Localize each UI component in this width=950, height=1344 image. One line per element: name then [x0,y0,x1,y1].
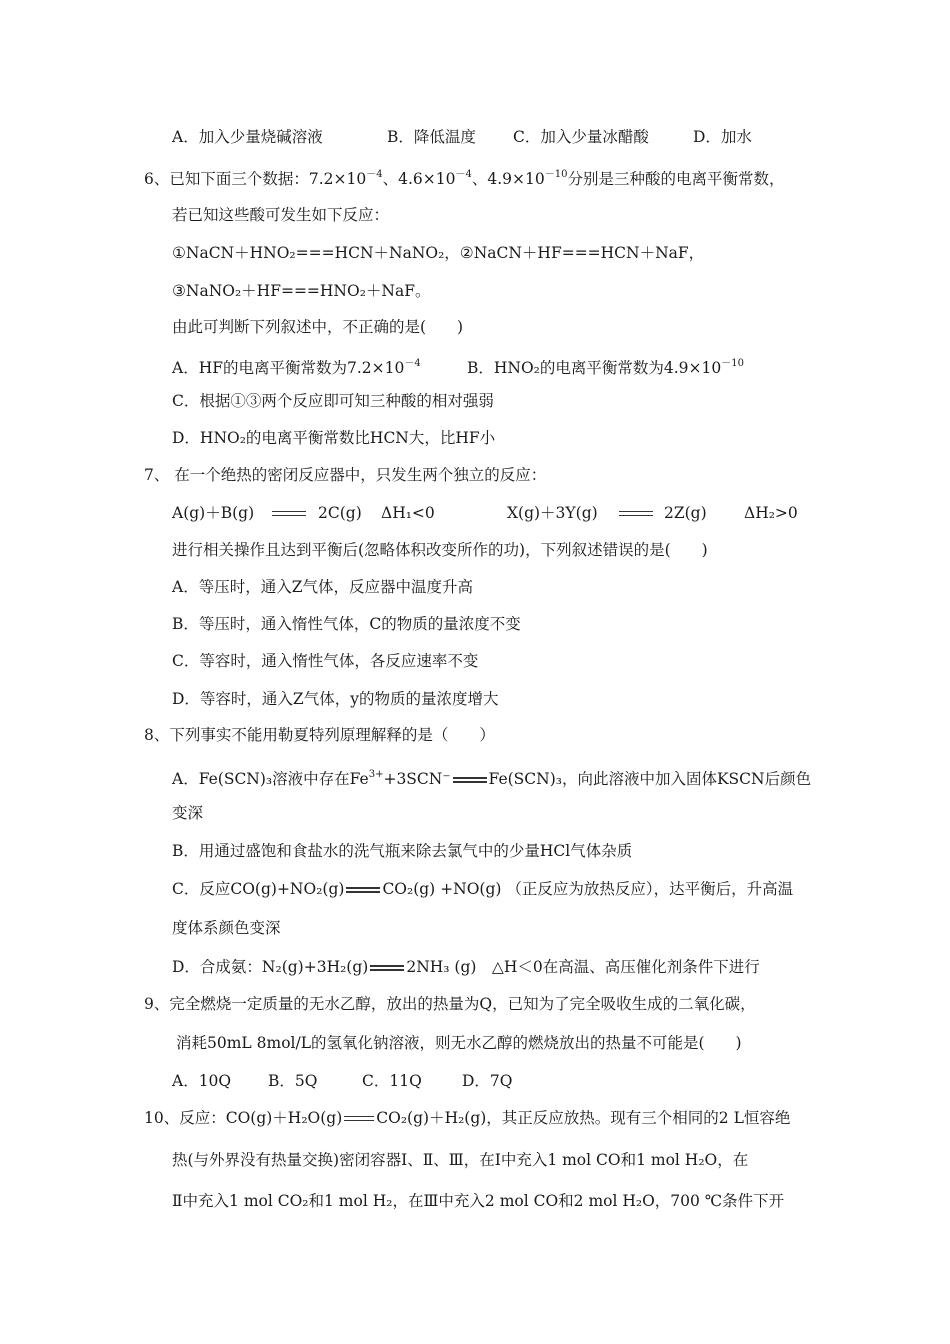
q9-line2: 消耗50mL 8mol/L的氢氧化钠溶液，则无水乙醇的燃烧放出的热量不可能是( ) [176,1034,742,1052]
q6-reactions-2: ③NaNO₂＋HF===HNO₂＋NaF。 [172,282,431,300]
q8-option-d-pre: D．合成氨：N₂(g)+3H₂(g) [172,958,369,976]
q8-option-c-post: CO₂(g) +NO(g) （正反应为放热反应），达平衡后，升高温 [382,880,794,898]
q8-option-a-post: Fe(SCN)₃，向此溶液中加入固体KSCN后颜色 [488,770,812,788]
q8-option-a-sup: 3+ [368,769,384,780]
equilibrium-arrow-icon [346,886,380,894]
q7-option-a: A．等压时，通入Z气体，反应器中温度升高 [172,578,473,596]
q5-option-c: C．加入少量冰醋酸 [513,128,649,146]
q6-stem-pre: 6、已知下面三个数据：7.2×10 [144,170,367,188]
q9-stem: 9、完全燃烧一定质量的无水乙醇，放出的热量为Q，已知为了完全吸收生成的二氧化碳， [144,995,756,1013]
q5-option-d: D．加水 [693,128,752,146]
q7-eq1-left: A(g)＋B(g) [172,504,255,522]
q6-reactions-1: ①NaCN＋HNO₂===HCN＋NaNO₂，②NaCN＋HF===HCN＋NaF， [172,244,705,262]
q8-option-d-post: 2NH₃ (g) △H＜0在高温、高压催化剂条件下进行 [406,958,760,976]
q7-option-b: B．等压时，通入惰性气体，C的物质的量浓度不变 [172,615,521,633]
equilibrium-arrow-icon [344,1115,374,1123]
q6-question: 由此可判断下列叙述中，不正确的是( ) [172,318,464,336]
q5-option-a: A．加入少量烧碱溶液 [172,128,323,146]
q8-option-a-pre: A．Fe(SCN)₃溶液中存在Fe [172,770,369,788]
q7-option-c: C．等容时，通入惰性气体，各反应速率不变 [172,652,479,670]
q7-option-d: D．等容时，通入Z气体，y的物质的量浓度增大 [172,690,499,708]
q6-option-c: C．根据①③两个反应即可知三种酸的相对强弱 [172,392,494,410]
q8-option-c-pre: C．反应CO(g)+NO₂(g) [172,880,345,898]
q6-option-a-exp: －4 [404,358,421,369]
q6-option-a-text: A．HF的电离平衡常数为7.2×10 [172,359,405,377]
q9-option-b: B．5Q [268,1072,318,1090]
q8-option-a-mid: +3SCN⁻ [383,770,451,788]
q7-eq2-arrow [617,503,655,523]
q6-option-b-text: B．HNO₂的电离平衡常数为4.9×10 [467,359,722,377]
q8-option-a-cont: 变深 [172,804,204,822]
q8-option-d [172,957,760,977]
q9-option-d: D．7Q [462,1072,513,1090]
q8-stem: 8、下列事实不能用勒夏特列原理解释的是（ ） [144,726,495,744]
q7-eq2-dh: ΔH₂>0 [744,504,798,522]
q6-option-b [467,354,744,378]
equilibrium-arrow-icon [272,510,306,518]
q9-option-a: A．10Q [172,1072,232,1090]
q10-line2: 热(与外界没有热量交换)密闭容器Ⅰ、Ⅱ、Ⅲ，在Ⅰ中充入1 mol CO和1 mol H₂O，在 [172,1151,749,1169]
q6-stem-post: 分别是三种酸的电离平衡常数， [567,170,785,188]
q6-exp2: －4 [455,169,472,180]
q7-eq1-dh: ΔH₁<0 [381,504,435,522]
q7-question: 进行相关操作且达到平衡后(忽略体积改变所作的功)，下列叙述错误的是( ) [172,541,708,559]
q6-exp1: －4 [366,169,383,180]
q10-stem-post: CO₂(g)＋H₂(g)，其正反应放热。现有三个相同的2 L恒容绝 [376,1109,791,1127]
q9-option-c: C．11Q [362,1072,422,1090]
q8-option-c [172,879,793,899]
q5-option-b: B．降低温度 [387,128,476,146]
q6-option-a [172,354,421,378]
q8-option-c-cont: 度体系颜色变深 [172,919,281,937]
q6-stem [144,165,784,189]
equilibrium-arrow-icon [453,776,487,784]
equilibrium-arrow-icon [619,510,653,518]
q8-option-b: B．用通过盛饱和食盐水的洗气瓶来除去氯气中的少量HCl气体杂质 [172,842,633,860]
q10-stem [144,1108,790,1128]
q6-exp3: －10 [544,169,568,180]
q10-stem-pre: 10、反应：CO(g)＋H₂O(g) [144,1109,343,1127]
q6-sep1: 、4.6×10 [382,170,456,188]
q6-sep2: 、4.9×10 [471,170,545,188]
q7-eq1-arrow [270,503,308,523]
q7-eq2-left: X(g)＋3Y(g) [507,504,598,522]
q7-eq1-right: 2C(g) [318,504,362,522]
q8-option-a [172,765,811,789]
q6-option-d: D．HNO₂的电离平衡常数比HCN大，比HF小 [172,429,496,447]
equilibrium-arrow-icon [370,964,404,972]
q7-eq2-right: 2Z(g) [664,504,707,522]
q7-stem: 7、 在一个绝热的密闭反应器中，只发生两个独立的反应： [144,466,547,484]
q6-option-b-exp: －10 [721,358,744,369]
q6-line2: 若已知这些酸可发生如下反应： [172,206,390,224]
q10-line3: Ⅱ中充入1 mol CO₂和1 mol H₂，在Ⅲ中充入2 mol CO和2 mol H₂O，700 ℃条件下开 [172,1192,785,1210]
